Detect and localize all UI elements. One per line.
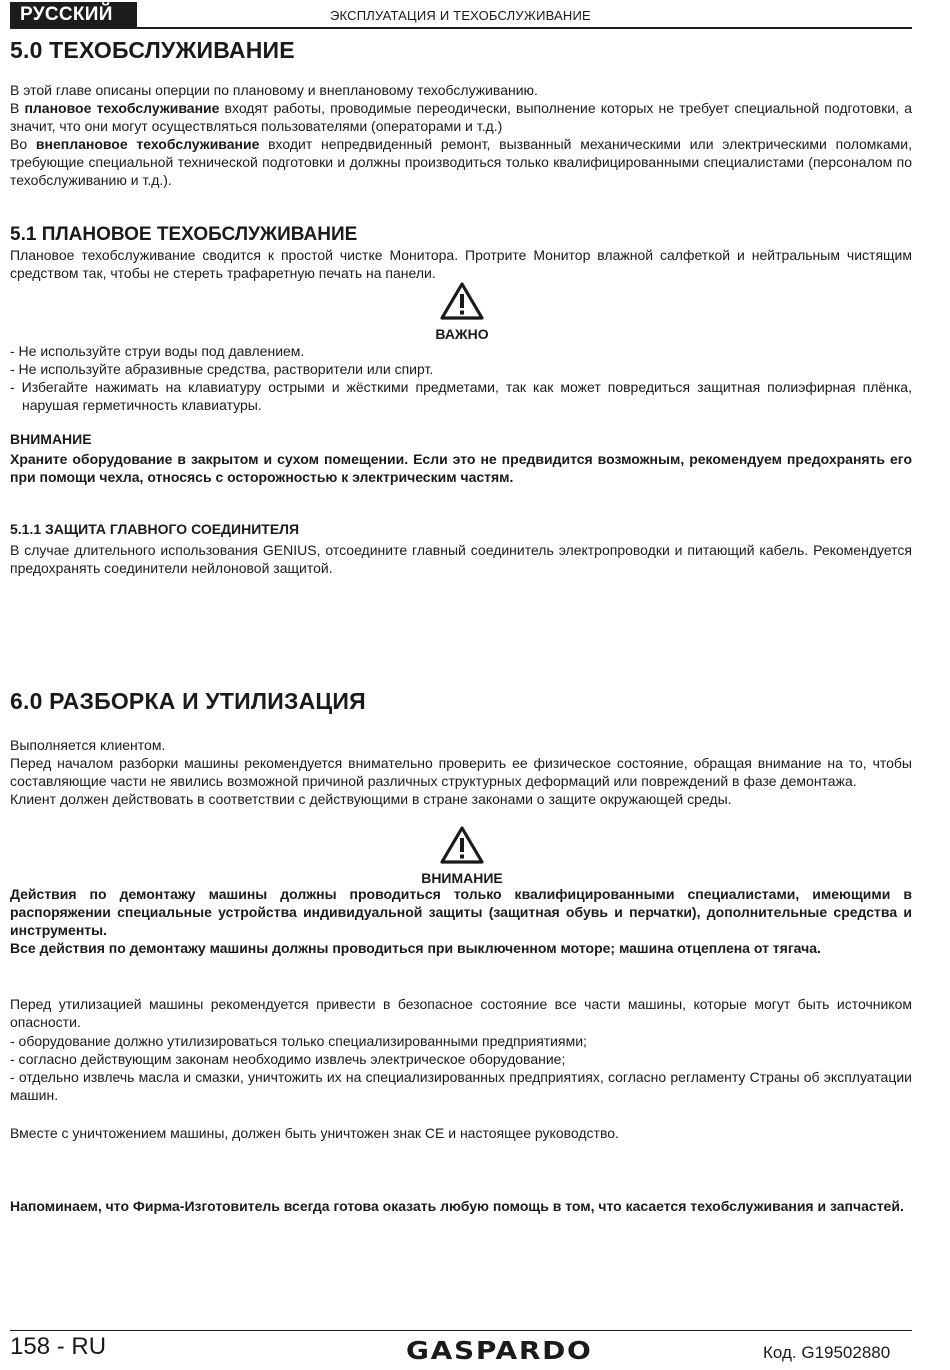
dismantling-warning: Действия по демонтажу машины должны проводиться только квалифицированными специалистами, имеющими в распоряжении специальные устройства индивидуальной защиты (защитная обувь и перчатки), дополнительные средства и инструменты. bbox=[10, 886, 912, 938]
brand-logo: GASPARDO bbox=[406, 1336, 593, 1365]
running-header: ЭКСПЛУАТАЦИЯ И ТЕХОБСЛУЖИВАНИЕ bbox=[330, 8, 591, 23]
section-6-p1: Выполняется клиентом. bbox=[10, 737, 166, 753]
warning-triangle-icon bbox=[439, 281, 485, 321]
list-item: - Избегайте нажимать на клавиатуру острыми и жёсткими предметами, так как может повредиться защитная полиэфирная плёнка, нарушая герметичность клавиатуры. bbox=[10, 379, 912, 413]
section-6-list bbox=[10, 1032, 912, 1104]
section-5-1-1-text: В случае длительного использования GENIUS, отсоедините главный соединитель электропроводки и питающий кабель. Рекомендуется предохранять соединители нейлоновой защитой. bbox=[10, 542, 912, 576]
important-label: ВАЖНО bbox=[435, 326, 489, 342]
text-run: входит непредвиденный ремонт, вызванный механическими или электрическими поломками, требующие специальной технической подготовки и должны производиться только квалифицированными специалистами (персоналом по техобслуживанию и т.д.). bbox=[10, 136, 912, 188]
list-item: - отдельно извлечь масла и смазки, уничтожить их на специализированных предприятиях, согласно регламенту Страны об эксплуатации машин. bbox=[10, 1069, 912, 1103]
caution-title: ВНИМАНИЕ bbox=[10, 431, 92, 447]
section-5-1-text: Плановое техобслуживание сводится к простой чистке Монитора. Протрите Монитор влажной салфеткой и нейтральным чистящим средством так, чтобы не стереть трафаретную печать на панели. bbox=[10, 247, 912, 281]
section-6-p5: Вместе с уничтожением машины, должен быть уничтожен знак CE и настоящее руководство. bbox=[10, 1125, 619, 1141]
section-6-bold-warnings bbox=[10, 885, 912, 957]
section-6-p2: Перед началом разборки машины рекомендуется внимательно проверить ее физическое состояние, обращая внимание на то, чтобы составляющие части не явились возможной причиной различных структурных деформаций или повреждений в фазе демонтажа. bbox=[10, 755, 912, 789]
important-notice bbox=[420, 281, 504, 342]
language-badge: РУССКИЙ bbox=[10, 2, 137, 27]
attention-notice bbox=[410, 825, 514, 886]
bold-term: плановое техобслуживание bbox=[24, 100, 220, 116]
text-run: входят работы, проводимые переодически, выполнение которых не требует специальной подготовки, а значит, что они могут осуществляться пользователями (операторами и т.д.) bbox=[10, 100, 912, 134]
list-item: - оборудование должно утилизироваться только специализированными предприятиями; bbox=[10, 1033, 587, 1049]
text-run: Во bbox=[10, 136, 36, 152]
caution-text: Храните оборудование в закрытом и сухом помещении. Если это не предвидится возможным, рекомендуем предохранять его при помощи чехла, относясь с осторожностью к электрическим частям. bbox=[10, 451, 912, 485]
section-5-title: 5.0 ТЕХОБСЛУЖИВАНИЕ bbox=[10, 37, 295, 63]
section-6-title: 6.0 РАЗБОРКА И УТИЛИЗАЦИЯ bbox=[10, 688, 366, 714]
attention-label: ВНИМАНИЕ bbox=[421, 870, 503, 886]
header-divider bbox=[10, 27, 912, 29]
section-6-p4: Перед утилизацией машины рекомендуется привести в безопасное состояние все части машины, которые могут быть источником опасности. bbox=[10, 996, 912, 1030]
section-5-intro: В этой главе описаны оперции по плановому и внеплановому техобслуживанию. bbox=[10, 82, 538, 98]
section-5-unplanned-paragraph bbox=[10, 135, 912, 189]
list-item: - Не используйте струи воды под давлением. bbox=[10, 343, 305, 359]
bold-term: внеплановое техобслуживание bbox=[35, 136, 260, 152]
page-number: 158 - RU bbox=[10, 1333, 107, 1360]
text-run: В bbox=[10, 100, 25, 116]
section-5-1-list bbox=[10, 342, 912, 414]
list-item: - Не используйте абразивные средства, растворители или спирт. bbox=[10, 361, 434, 377]
list-item: - согласно действующим законам необходимо извлечь электрическое оборудование; bbox=[10, 1051, 566, 1067]
closing-note: Напоминаем, что Фирма-Изготовитель всегда готова оказать любую помощь в том, что касается техобслуживания и запчастей. bbox=[10, 1198, 904, 1214]
section-5-planned-paragraph bbox=[10, 99, 912, 135]
footer-divider bbox=[10, 1330, 912, 1331]
section-6-body bbox=[10, 736, 912, 808]
section-5-1-title: 5.1 ПЛАНОВОЕ ТЕХОБСЛУЖИВАНИЕ bbox=[10, 224, 358, 245]
section-6-p3: Клиент должен действовать в соответствии с действующими в стране законами о защите окружающей среды. bbox=[10, 791, 732, 807]
section-5-body bbox=[10, 81, 912, 189]
section-5-1-1-title: 5.1.1 ЗАЩИТА ГЛАВНОГО СОЕДИНИТЕЛЯ bbox=[10, 521, 300, 537]
engine-off-warning: Все действия по демонтажу машины должны проводиться при выключенном моторе; машина отцеплена от тягача. bbox=[10, 940, 821, 956]
document-code: Код. G19502880 bbox=[763, 1343, 891, 1362]
warning-triangle-icon bbox=[439, 825, 485, 865]
